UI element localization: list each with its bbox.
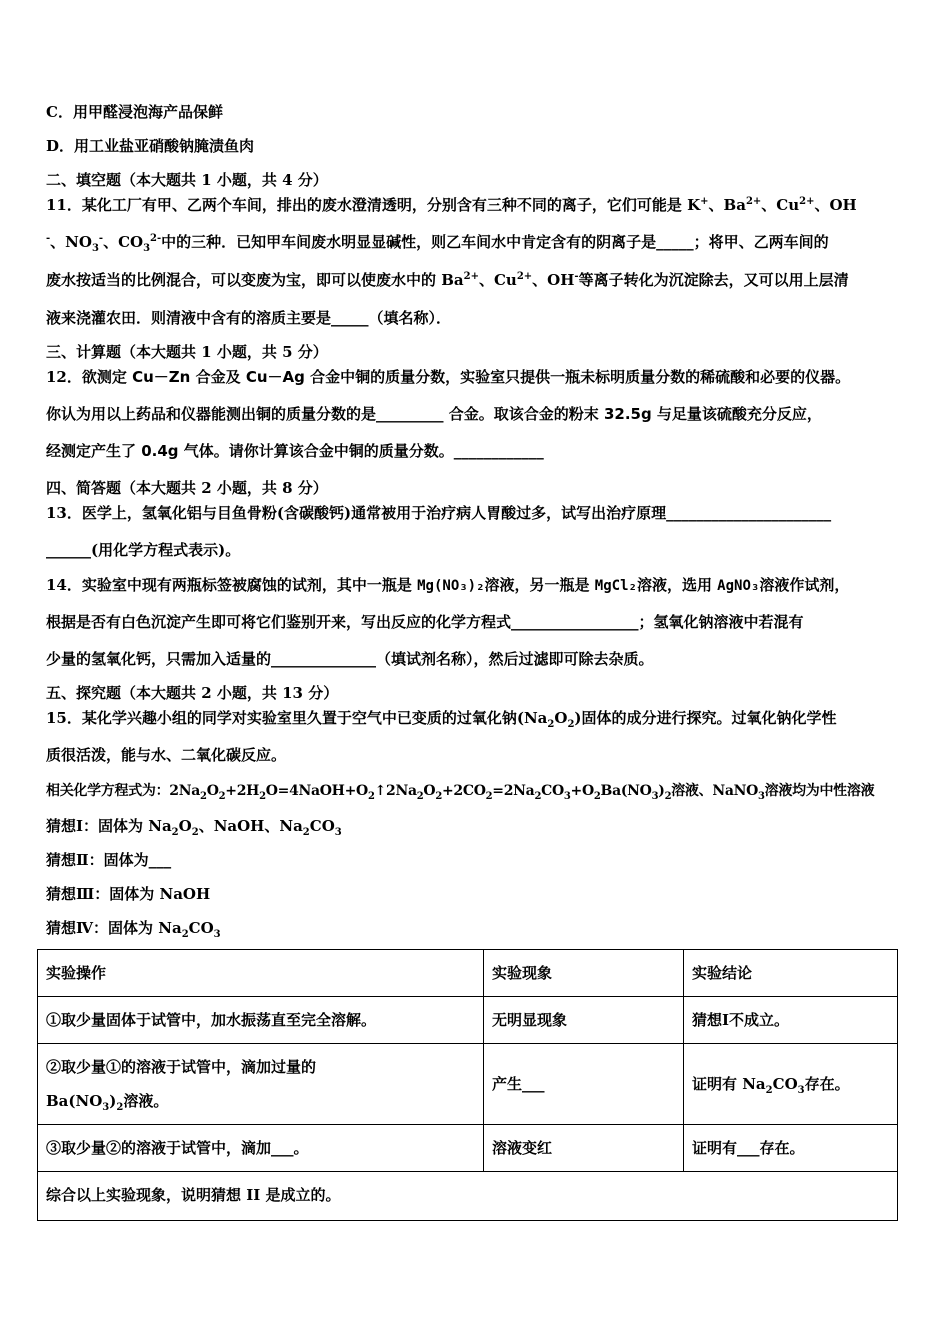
guess-3: 猜想Ⅲ：固体为 NaOH [46, 885, 211, 903]
table-cell: 产生___ [484, 1044, 684, 1125]
experiment-table [37, 949, 898, 1221]
section-3-heading: 三、计算题（本大题共 1 小题，共 5 分） [46, 343, 328, 361]
q13-line2: ______(用化学方程式表示)。 [46, 541, 241, 559]
option-c: C．用甲醛浸泡海产品保鲜 [46, 103, 223, 121]
q14-line1: 14．实验室中现有两瓶标签被腐蚀的试剂，其中一瓶是 Mg(NO₃)₂溶液，另一瓶是 MgCl₂溶液，选用 AgNO₃溶液作试剂， [46, 576, 850, 594]
q12-line3: 经测定产生了 0.4g 气体。请你计算该合金中铜的质量分数。____________ [46, 442, 544, 460]
table-cell: ③取少量②的溶液于试管中，滴加___。 [38, 1125, 484, 1172]
q11-line4: 液来浇灌农田．则清液中含有的溶质主要是_____（填名称）． [46, 309, 452, 327]
q11-line1: 11．某化工厂有甲、乙两个车间，排出的废水澄清透明，分别含有三种不同的离子，它们可能是 K+、$Ba^{2+}$、$Cu^{2+}$、OH [46, 196, 857, 214]
table-row [38, 997, 898, 1044]
summary-cell: 综合以上实验现象，说明猜想 II 是成立的。 [38, 1172, 898, 1221]
table-summary-row [38, 1172, 898, 1221]
section-4-heading: 四、简答题（本大题共 2 小题，共 8 分） [46, 479, 328, 497]
table-cell: ①取少量固体于试管中，加水振荡直至完全溶解。 [38, 997, 484, 1044]
header-cell: 实验结论 [684, 950, 898, 997]
guess-1: 猜想Ⅰ：固体为 $Na_2O_2$、NaOH、$Na_2CO_3$ [46, 817, 342, 838]
q15-line1: 15．某化学兴趣小组的同学对实验室里久置于空气中已变质的过氧化钠$(Na_2O_2)$固体的成分进行探究。过氧化钠化学性 [46, 709, 837, 730]
q14-line2: 根据是否有白色沉淀产生即可将它们鉴别开来，写出反应的化学方程式_________________；氢氧化钠溶液中若混有 [46, 613, 804, 631]
header-cell: 实验操作 [38, 950, 484, 997]
q15-equations: 相关化学方程式为：$2Na_2O_2+2H_2O=4NaOH+O_2↑2Na_2O_2+2CO_2=2Na_2CO_3+O_2Ba(NO_3)_2$溶液、NaNO$_3$溶液均为中性溶液 [46, 783, 875, 802]
q11-line2: -、$NO_3^-$、$CO_3^{2-}$中的三种．已知甲车间废水明显显碱性，则乙车间水中肯定含有的阴离子是_____；将甲、乙两车间的 [46, 233, 829, 254]
section-2-heading: 二、填空题（本大题共 1 小题，共 4 分） [46, 171, 328, 189]
guess-4: 猜想Ⅳ：固体为 $Na_2CO_3$ [46, 919, 221, 940]
table-cell: 无明显现象 [484, 997, 684, 1044]
section-5-heading: 五、探究题（本大题共 2 小题，共 13 分） [46, 684, 339, 702]
q11-line3: 废水按适当的比例混合，可以变废为宝，即可以使废水中的 $Ba^{2+}$、$Cu^{2+}$、OH-等离子转化为沉淀除去，又可以用上层清 [46, 271, 849, 289]
header-cell: 实验现象 [484, 950, 684, 997]
q14-line3: 少量的氢氧化钙，只需加入适量的______________（填试剂名称），然后过滤即可除去杂质。 [46, 650, 654, 668]
table-cell: 证明有 $Na_2CO_3$存在。 [684, 1044, 898, 1125]
table-row [38, 1125, 898, 1172]
table-cell: 溶液变红 [484, 1125, 684, 1172]
q12-line2: 你认为用以上药品和仪器能测出铜的质量分数的是_________ 合金。取该合金的粉末 32.5g 与足量该硫酸充分反应， [46, 405, 822, 423]
table-row [38, 1044, 898, 1125]
table-header-row [38, 950, 898, 997]
table-cell: 猜想Ⅰ不成立。 [684, 997, 898, 1044]
option-d: D．用工业盐亚硝酸钠腌渍鱼肉 [46, 137, 255, 155]
table-cell: 证明有___存在。 [684, 1125, 898, 1172]
q13-line1: 13．医学上，氢氧化铝与目鱼骨粉(含碳酸钙)通常被用于治疗病人胃酸过多，试写出治疗原理______________________ [46, 504, 832, 522]
guess-2: 猜想Ⅱ：固体为___ [46, 851, 172, 869]
table-cell: ②取少量①的溶液于试管中，滴加过量的 $Ba(NO_3)_2$溶液。 [38, 1044, 484, 1125]
q12-line1: 12．欲测定 Cu－Zn 合金及 Cu－Ag 合金中铜的质量分数，实验室只提供一瓶未标明质量分数的稀硫酸和必要的仪器。 [46, 368, 851, 386]
q15-line2: 质很活泼，能与水、二氧化碳反应。 [46, 746, 287, 764]
